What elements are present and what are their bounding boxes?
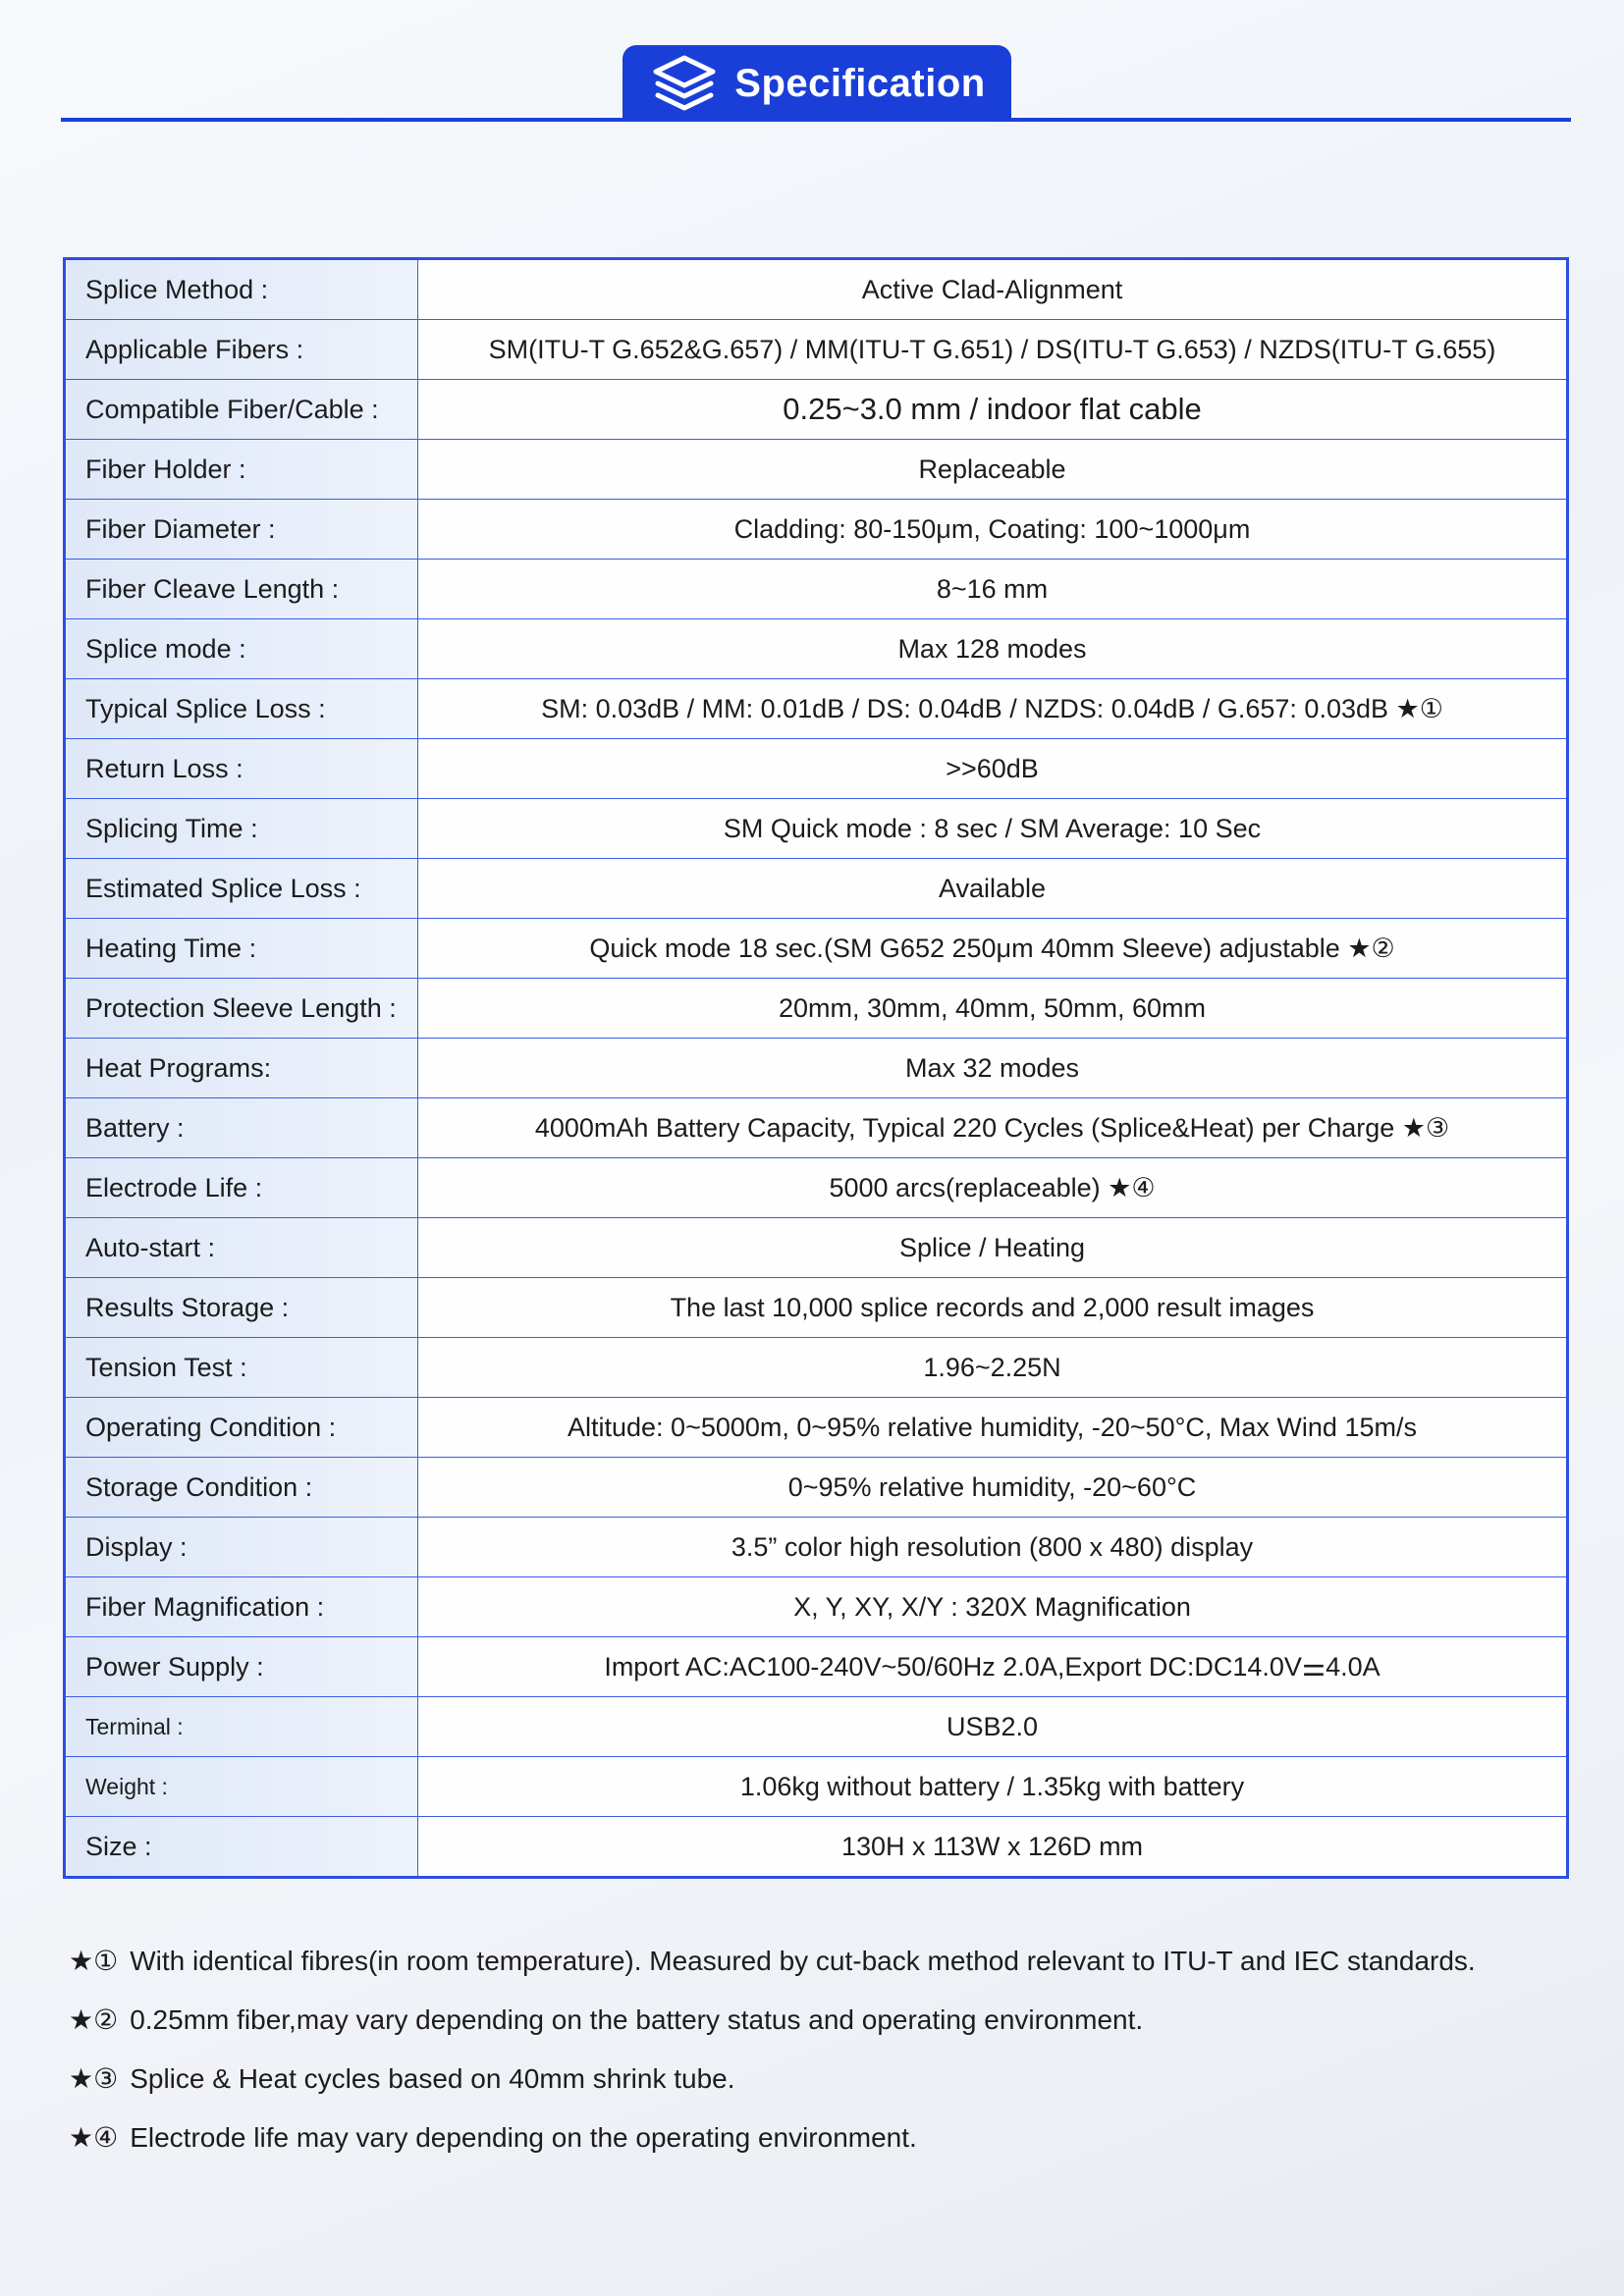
spec-label: Splice mode : <box>65 619 418 679</box>
spec-label: Typical Splice Loss : <box>65 679 418 739</box>
spec-label: Compatible Fiber/Cable : <box>65 380 418 440</box>
spec-row-terminal <box>65 1697 1568 1757</box>
spec-label: Splice Method : <box>65 259 418 320</box>
spec-row-display <box>65 1518 1568 1577</box>
stacked-layers-icon <box>648 52 721 115</box>
spec-value: 20mm, 30mm, 40mm, 50mm, 60mm <box>418 979 1568 1039</box>
spec-label: Splicing Time : <box>65 799 418 859</box>
spec-label: Heating Time : <box>65 919 418 979</box>
section-header <box>623 45 1011 122</box>
footnote-marker: ★④ <box>69 2122 119 2153</box>
spec-label: Electrode Life : <box>65 1158 418 1218</box>
spec-label: Display : <box>65 1518 418 1577</box>
spec-label: Power Supply : <box>65 1637 418 1697</box>
spec-value: >>60dB <box>418 739 1568 799</box>
footnote-text: Electrode life may vary depending on the operating environment. <box>130 2122 917 2153</box>
footnote-marker: ★② <box>69 2004 119 2035</box>
spec-row-heat-programs <box>65 1039 1568 1098</box>
spec-row-results-storage <box>65 1278 1568 1338</box>
footnote-text: Splice & Heat cycles based on 40mm shrink tube. <box>130 2063 735 2094</box>
spec-row-protection-sleeve-length <box>65 979 1568 1039</box>
footnote-marker: ★① <box>69 1946 119 1976</box>
spec-label: Protection Sleeve Length : <box>65 979 418 1039</box>
spec-label: Weight : <box>65 1757 418 1817</box>
spec-value: Quick mode 18 sec.(SM G652 250μm 40mm Sleeve) adjustable ★② <box>418 919 1568 979</box>
spec-row-fiber-holder <box>65 440 1568 500</box>
footnote-marker: ★③ <box>69 2063 119 2094</box>
spec-value: Altitude: 0~5000m, 0~95% relative humidity, -20~50°C, Max Wind 15m/s <box>418 1398 1568 1458</box>
spec-label: Heat Programs: <box>65 1039 418 1098</box>
spec-value: 5000 arcs(replaceable) ★④ <box>418 1158 1568 1218</box>
spec-value: 0~95% relative humidity, -20~60°C <box>418 1458 1568 1518</box>
spec-value: Max 32 modes <box>418 1039 1568 1098</box>
spec-row-splice-mode <box>65 619 1568 679</box>
spec-value: USB2.0 <box>418 1697 1568 1757</box>
footnote-text: With identical fibres(in room temperature). Measured by cut-back method relevant to ITU-T and IEC standards. <box>130 1946 1476 1976</box>
spec-label: Storage Condition : <box>65 1458 418 1518</box>
spec-row-typical-splice-loss <box>65 679 1568 739</box>
spec-value: Cladding: 80-150μm, Coating: 100~1000μm <box>418 500 1568 560</box>
footnote <box>69 1932 1581 1991</box>
spec-row-power-supply <box>65 1637 1568 1697</box>
spec-label: Auto-start : <box>65 1218 418 1278</box>
spec-value: Max 128 modes <box>418 619 1568 679</box>
spec-value: The last 10,000 splice records and 2,000 result images <box>418 1278 1568 1338</box>
spec-row-storage-condition <box>65 1458 1568 1518</box>
spec-row-tension-test <box>65 1338 1568 1398</box>
spec-value: 4000mAh Battery Capacity, Typical 220 Cycles (Splice&Heat) per Charge ★③ <box>418 1098 1568 1158</box>
spec-row-battery <box>65 1098 1568 1158</box>
spec-value: Splice / Heating <box>418 1218 1568 1278</box>
spec-value: 3.5” color high resolution (800 x 480) display <box>418 1518 1568 1577</box>
spec-row-compatible-fiber-cable <box>65 380 1568 440</box>
spec-value: Replaceable <box>418 440 1568 500</box>
spec-value: 1.96~2.25N <box>418 1338 1568 1398</box>
spec-row-auto-start <box>65 1218 1568 1278</box>
spec-row-splice-method <box>65 259 1568 320</box>
spec-value: 0.25~3.0 mm / indoor flat cable <box>418 380 1568 440</box>
spec-row-splicing-time <box>65 799 1568 859</box>
spec-label: Fiber Holder : <box>65 440 418 500</box>
footnote-text: 0.25mm fiber,may vary depending on the battery status and operating environment. <box>130 2004 1144 2035</box>
spec-row-heating-time <box>65 919 1568 979</box>
spec-value: Active Clad-Alignment <box>418 259 1568 320</box>
spec-value: SM: 0.03dB / MM: 0.01dB / DS: 0.04dB / NZDS: 0.04dB / G.657: 0.03dB ★① <box>418 679 1568 739</box>
spec-label: Fiber Cleave Length : <box>65 560 418 619</box>
spec-label: Terminal : <box>65 1697 418 1757</box>
footnotes <box>69 1932 1581 2167</box>
spec-label: Estimated Splice Loss : <box>65 859 418 919</box>
spec-row-fiber-cleave-length <box>65 560 1568 619</box>
spec-label: Operating Condition : <box>65 1398 418 1458</box>
spec-label: Tension Test : <box>65 1338 418 1398</box>
spec-value: Import AC:AC100-240V~50/60Hz 2.0A,Export DC:DC14.0V⚌4.0A <box>418 1637 1568 1697</box>
spec-row-weight <box>65 1757 1568 1817</box>
spec-row-fiber-magnification <box>65 1577 1568 1637</box>
spec-label: Fiber Diameter : <box>65 500 418 560</box>
footnote <box>69 2050 1581 2109</box>
spec-value: 130H x 113W x 126D mm <box>418 1817 1568 1878</box>
spec-row-operating-condition <box>65 1398 1568 1458</box>
spec-value: SM Quick mode : 8 sec / SM Average: 10 Sec <box>418 799 1568 859</box>
spec-row-applicable-fibers <box>65 320 1568 380</box>
spec-label: Battery : <box>65 1098 418 1158</box>
page-title: Specification <box>734 61 986 105</box>
spec-value: 8~16 mm <box>418 560 1568 619</box>
spec-label: Fiber Magnification : <box>65 1577 418 1637</box>
spec-label: Applicable Fibers : <box>65 320 418 380</box>
spec-row-estimated-splice-loss <box>65 859 1568 919</box>
spec-value: SM(ITU-T G.652&G.657) / MM(ITU-T G.651) / DS(ITU-T G.653) / NZDS(ITU-T G.655) <box>418 320 1568 380</box>
spec-row-return-loss <box>65 739 1568 799</box>
footnote <box>69 2109 1581 2167</box>
spec-value: X, Y, XY, X/Y : 320X Magnification <box>418 1577 1568 1637</box>
spec-label: Size : <box>65 1817 418 1878</box>
spec-value: Available <box>418 859 1568 919</box>
spec-value: 1.06kg without battery / 1.35kg with battery <box>418 1757 1568 1817</box>
footnote <box>69 1991 1581 2050</box>
specification-table <box>63 257 1569 1879</box>
spec-label: Results Storage : <box>65 1278 418 1338</box>
spec-label: Return Loss : <box>65 739 418 799</box>
spec-row-electrode-life <box>65 1158 1568 1218</box>
spec-row-fiber-diameter <box>65 500 1568 560</box>
spec-row-size <box>65 1817 1568 1878</box>
